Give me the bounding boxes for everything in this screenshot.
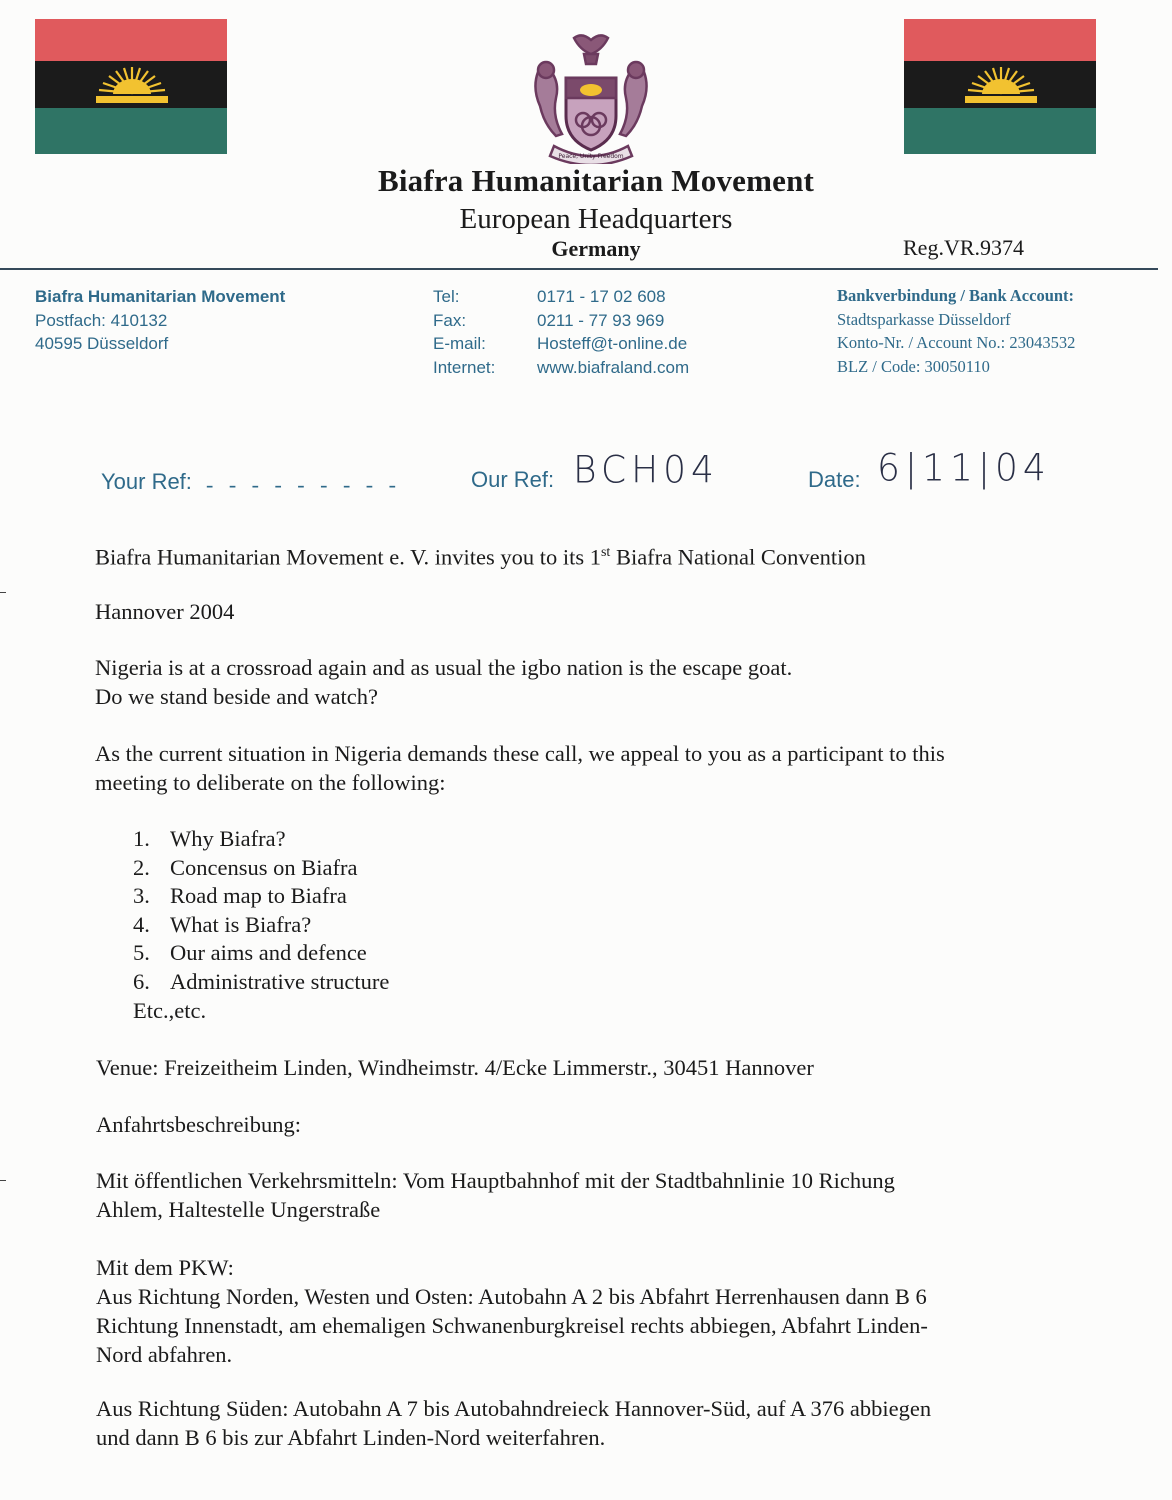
- paragraph-line: Aus Richtung Norden, Westen und Osten: Autobahn A 2 bis Abfahrt Herrenhausen dann B 6: [96, 1284, 927, 1309]
- flag-black-stripe: [904, 61, 1096, 108]
- contact-labels: [433, 285, 495, 379]
- paragraph-line: Mit öffentlichen Verkehrsmitteln: Vom Hauptbahnhof mit der Stadtbahnlinie 10 Richung: [96, 1168, 895, 1193]
- our-ref-label: Our Ref:: [471, 467, 555, 492]
- list-item: [133, 968, 389, 997]
- flag-left: [35, 19, 227, 154]
- invitation-line: [95, 538, 866, 572]
- internet-label: Internet:: [433, 357, 496, 377]
- your-ref-label: Your Ref:: [101, 469, 192, 494]
- paragraph-line: Nigeria is at a crossroad again and as usual the igbo nation is the escape goat.: [95, 655, 793, 680]
- flag-right: [904, 19, 1096, 154]
- invitation-ordinal: st: [600, 545, 611, 560]
- list-text: Administrative structure: [170, 968, 390, 994]
- coat-of-arms-icon: [522, 28, 660, 164]
- address-name: Biafra Humanitarian Movement: [35, 287, 286, 306]
- list-number: 4.: [133, 911, 150, 937]
- list-number: 5.: [133, 940, 150, 966]
- bank-code: BLZ / Code: 30050110: [837, 356, 990, 376]
- rising-sun-icon: [962, 63, 1040, 105]
- bank-heading: Bankverbindung / Bank Account:: [837, 286, 1075, 305]
- fax-value: 0211 - 77 93 969: [537, 310, 665, 330]
- list-item: [133, 939, 389, 968]
- tel-value: 0171 - 17 02 608: [537, 287, 666, 306]
- venue-line: Venue: Freizeitheim Linden, Windheimstr. 4/Ecke Limmerstr., 30451 Hannover: [96, 1055, 814, 1080]
- directions-car: [96, 1253, 928, 1369]
- flag-red-stripe: [904, 19, 1096, 61]
- our-ref-handwritten: BCH04: [573, 448, 719, 493]
- fold-mark: [0, 592, 6, 593]
- paragraph-line: Richtung Innenstadt, am ehemaligen Schwanenburgkreisel rechts abbiegen, Abfahrt Linden-: [96, 1313, 928, 1338]
- registration-number: Reg.VR.9374: [903, 235, 1024, 260]
- list-number: 3.: [133, 883, 150, 909]
- paragraph-line: Aus Richtung Süden: Autobahn A 7 bis Autobahndreieck Hannover-Süd, auf A 376 abbiegen: [96, 1396, 932, 1421]
- date-label: Date:: [808, 467, 861, 492]
- invitation-text-start: Biafra Humanitarian Movement e. V. invites you to its 1: [95, 544, 601, 570]
- directions-heading: Anfahrtsbeschreibung:: [96, 1112, 301, 1137]
- website-link[interactable]: www.biafraland.com: [537, 357, 690, 377]
- list-number: 2.: [133, 854, 150, 880]
- header-divider: [0, 268, 1158, 270]
- organization-title: Biafra Humanitarian Movement: [377, 163, 815, 198]
- date-handwritten: 6|11|04: [877, 446, 1051, 491]
- address-postfach: Postfach: 410132: [35, 310, 168, 330]
- address-city: 40595 Düsseldorf: [35, 334, 169, 353]
- paragraph-line: Nord abfahren.: [96, 1342, 233, 1367]
- headquarters-subtitle: European Headquarters: [459, 203, 733, 235]
- address-block: [35, 285, 285, 356]
- fold-mark: [0, 1180, 6, 1181]
- directions-public-transport: [96, 1166, 895, 1224]
- list-text: What is Biafra?: [170, 911, 312, 937]
- list-item: [133, 825, 389, 854]
- list-item: [133, 854, 389, 883]
- email-link[interactable]: Hosteff@t-online.de: [537, 334, 688, 353]
- directions-south: [96, 1394, 931, 1452]
- place-year: Hannover 2004: [95, 599, 235, 624]
- fax-label: Fax:: [433, 310, 467, 330]
- tel-label: Tel:: [433, 287, 460, 306]
- flag-green-stripe: [35, 108, 227, 154]
- car-heading: Mit dem PKW:: [96, 1255, 234, 1280]
- your-ref-value: - - - - - - - - -: [206, 472, 401, 497]
- list-number: 1.: [133, 826, 150, 851]
- list-item: [133, 911, 389, 940]
- rising-sun-icon: [93, 63, 171, 105]
- country-label: Germany: [551, 236, 641, 261]
- agenda-list: [133, 825, 389, 1025]
- paragraph-line: Ahlem, Haltestelle Ungerstraße: [96, 1197, 381, 1222]
- bank-name: Stadtsparkasse Düsseldorf: [837, 309, 1011, 329]
- paragraph-appeal: [95, 739, 945, 797]
- paragraph-line: und dann B 6 bis zur Abfahrt Linden-Nord weiterfahren.: [96, 1425, 606, 1450]
- bank-account: Konto-Nr. / Account No.: 23043532: [837, 333, 1076, 352]
- paragraph-line: As the current situation in Nigeria demands these call, we appeal to you as a participant to this: [95, 741, 945, 766]
- contact-values: [537, 285, 689, 379]
- invitation-text-end: Biafra National Convention: [610, 544, 866, 570]
- flag-green-stripe: [904, 108, 1096, 154]
- list-etc: Etc.,etc.: [133, 997, 207, 1023]
- list-text: Why Biafra?: [170, 826, 286, 851]
- list-number: 6.: [133, 968, 150, 994]
- list-text: Road map to Biafra: [170, 883, 347, 909]
- flag-black-stripe: [35, 61, 227, 108]
- list-text: Concensus on Biafra: [170, 854, 358, 880]
- paragraph-crossroad: [95, 653, 792, 711]
- flag-red-stripe: [35, 19, 227, 61]
- list-text: Our aims and defence: [170, 940, 367, 966]
- bank-block: [837, 284, 1075, 378]
- list-item: [133, 882, 389, 911]
- paragraph-line: meeting to deliberate on the following:: [95, 770, 446, 795]
- paragraph-line: Do we stand beside and watch?: [95, 684, 379, 709]
- seal-motto: Peace, Unity Freedom: [558, 153, 624, 160]
- email-label: E-mail:: [433, 334, 486, 353]
